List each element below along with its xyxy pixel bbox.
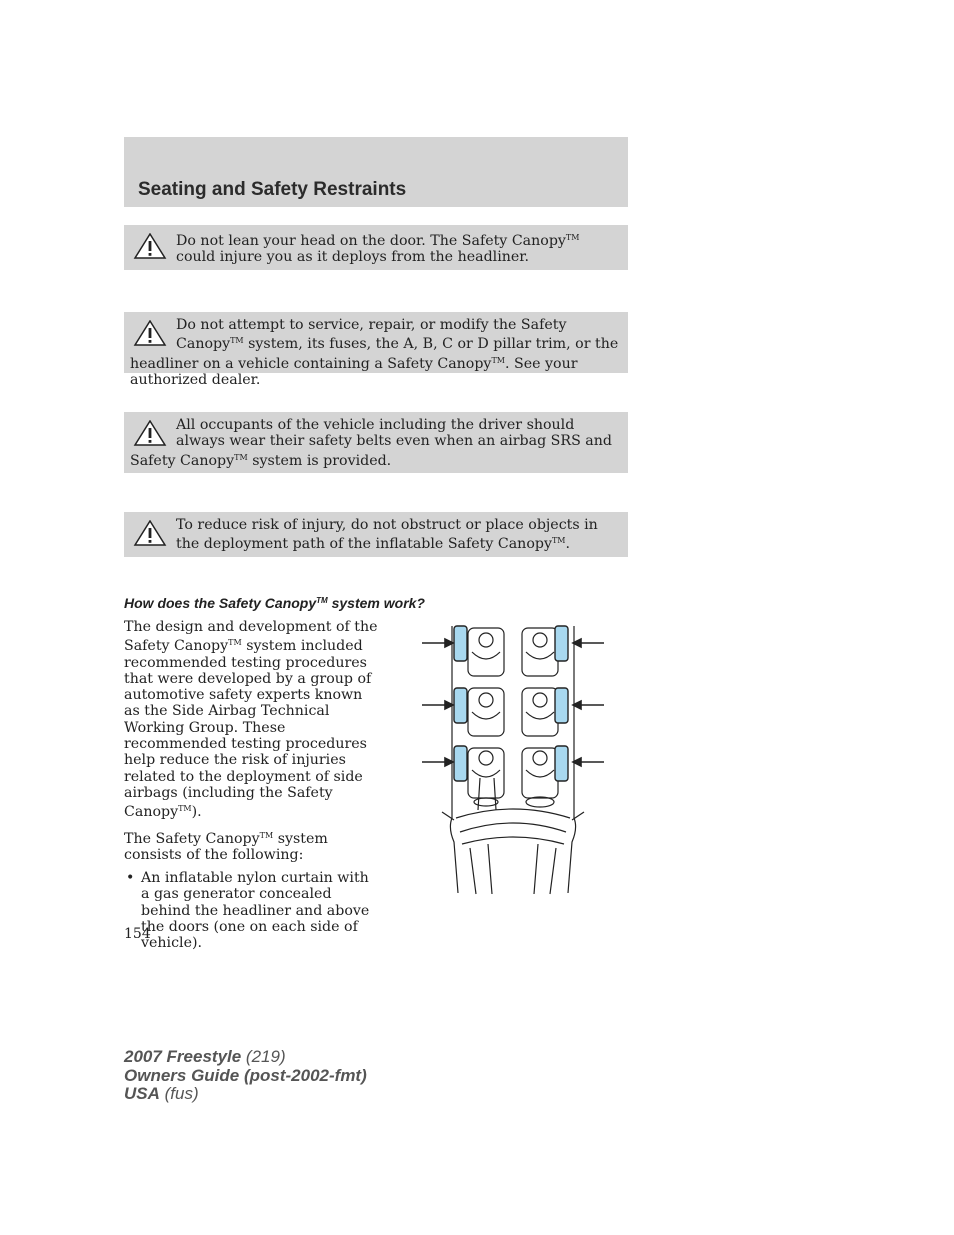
document-footer [124,1048,367,1104]
section-header-bar [124,137,628,207]
warning-box-3 [124,412,628,473]
warning-text-4: To reduce risk of injury, do not obstruct or place objects in the deployment path of the inflatable Safety Canopy™. [176,517,598,553]
warning-triangle-icon [133,520,167,546]
warning-box-2 [124,312,628,389]
warning-text-1: Do not lean your head on the door. The Safety Canopy™ could injure you as it deploys from the headliner. [176,233,580,266]
warning-text-2: Do not attempt to service, repair, or modify the Safety Canopy™ system, its fuses, the A, B, C or D pillar trim, or the headliner on a vehicle containing a Safety Canopy™. See your authorized dealer. [130,317,619,389]
warning-triangle-icon [133,233,167,259]
section-heading: How does the Safety Canopy™ system work? [124,595,425,611]
warning-text-3: All occupants of the vehicle including the driver should always wear their safety belts even when an airbag SRS and Safety Canopy™ system is provided. [130,417,612,469]
footer-line-2: Owners Guide (post-2002-fmt) [124,1065,367,1085]
body-paragraph-2: The Safety Canopy™ system consists of the following: [124,830,328,863]
warning-triangle-icon [133,420,167,446]
footer-line-1: 2007 Freestyle (219) [124,1047,286,1066]
page-title: Seating and Safety Restraints [138,179,407,200]
body-paragraph-1: The design and development of the Safety Canopy™ system included recommended testing procedures that were developed by a group of automotive safety experts known as the Side Airbag Technical Working Group. These recommended testing procedures help reduce the risk of injuries related to the deployment of side airbags (including the Safety Canopy™). [124,619,378,821]
body-text-column [124,619,380,959]
footer-line-3: USA (fus) [124,1084,199,1103]
warning-box-4 [124,512,628,557]
vehicle-top-view-diagram [418,618,608,898]
page-number: 154 [124,926,151,942]
warning-triangle-icon [133,320,167,346]
bullet-item-1: • An inflatable nylon curtain with a gas generator concealed behind the headliner and above the doors (one on each side of vehicle). [124,870,380,951]
warning-box-1 [124,225,628,270]
